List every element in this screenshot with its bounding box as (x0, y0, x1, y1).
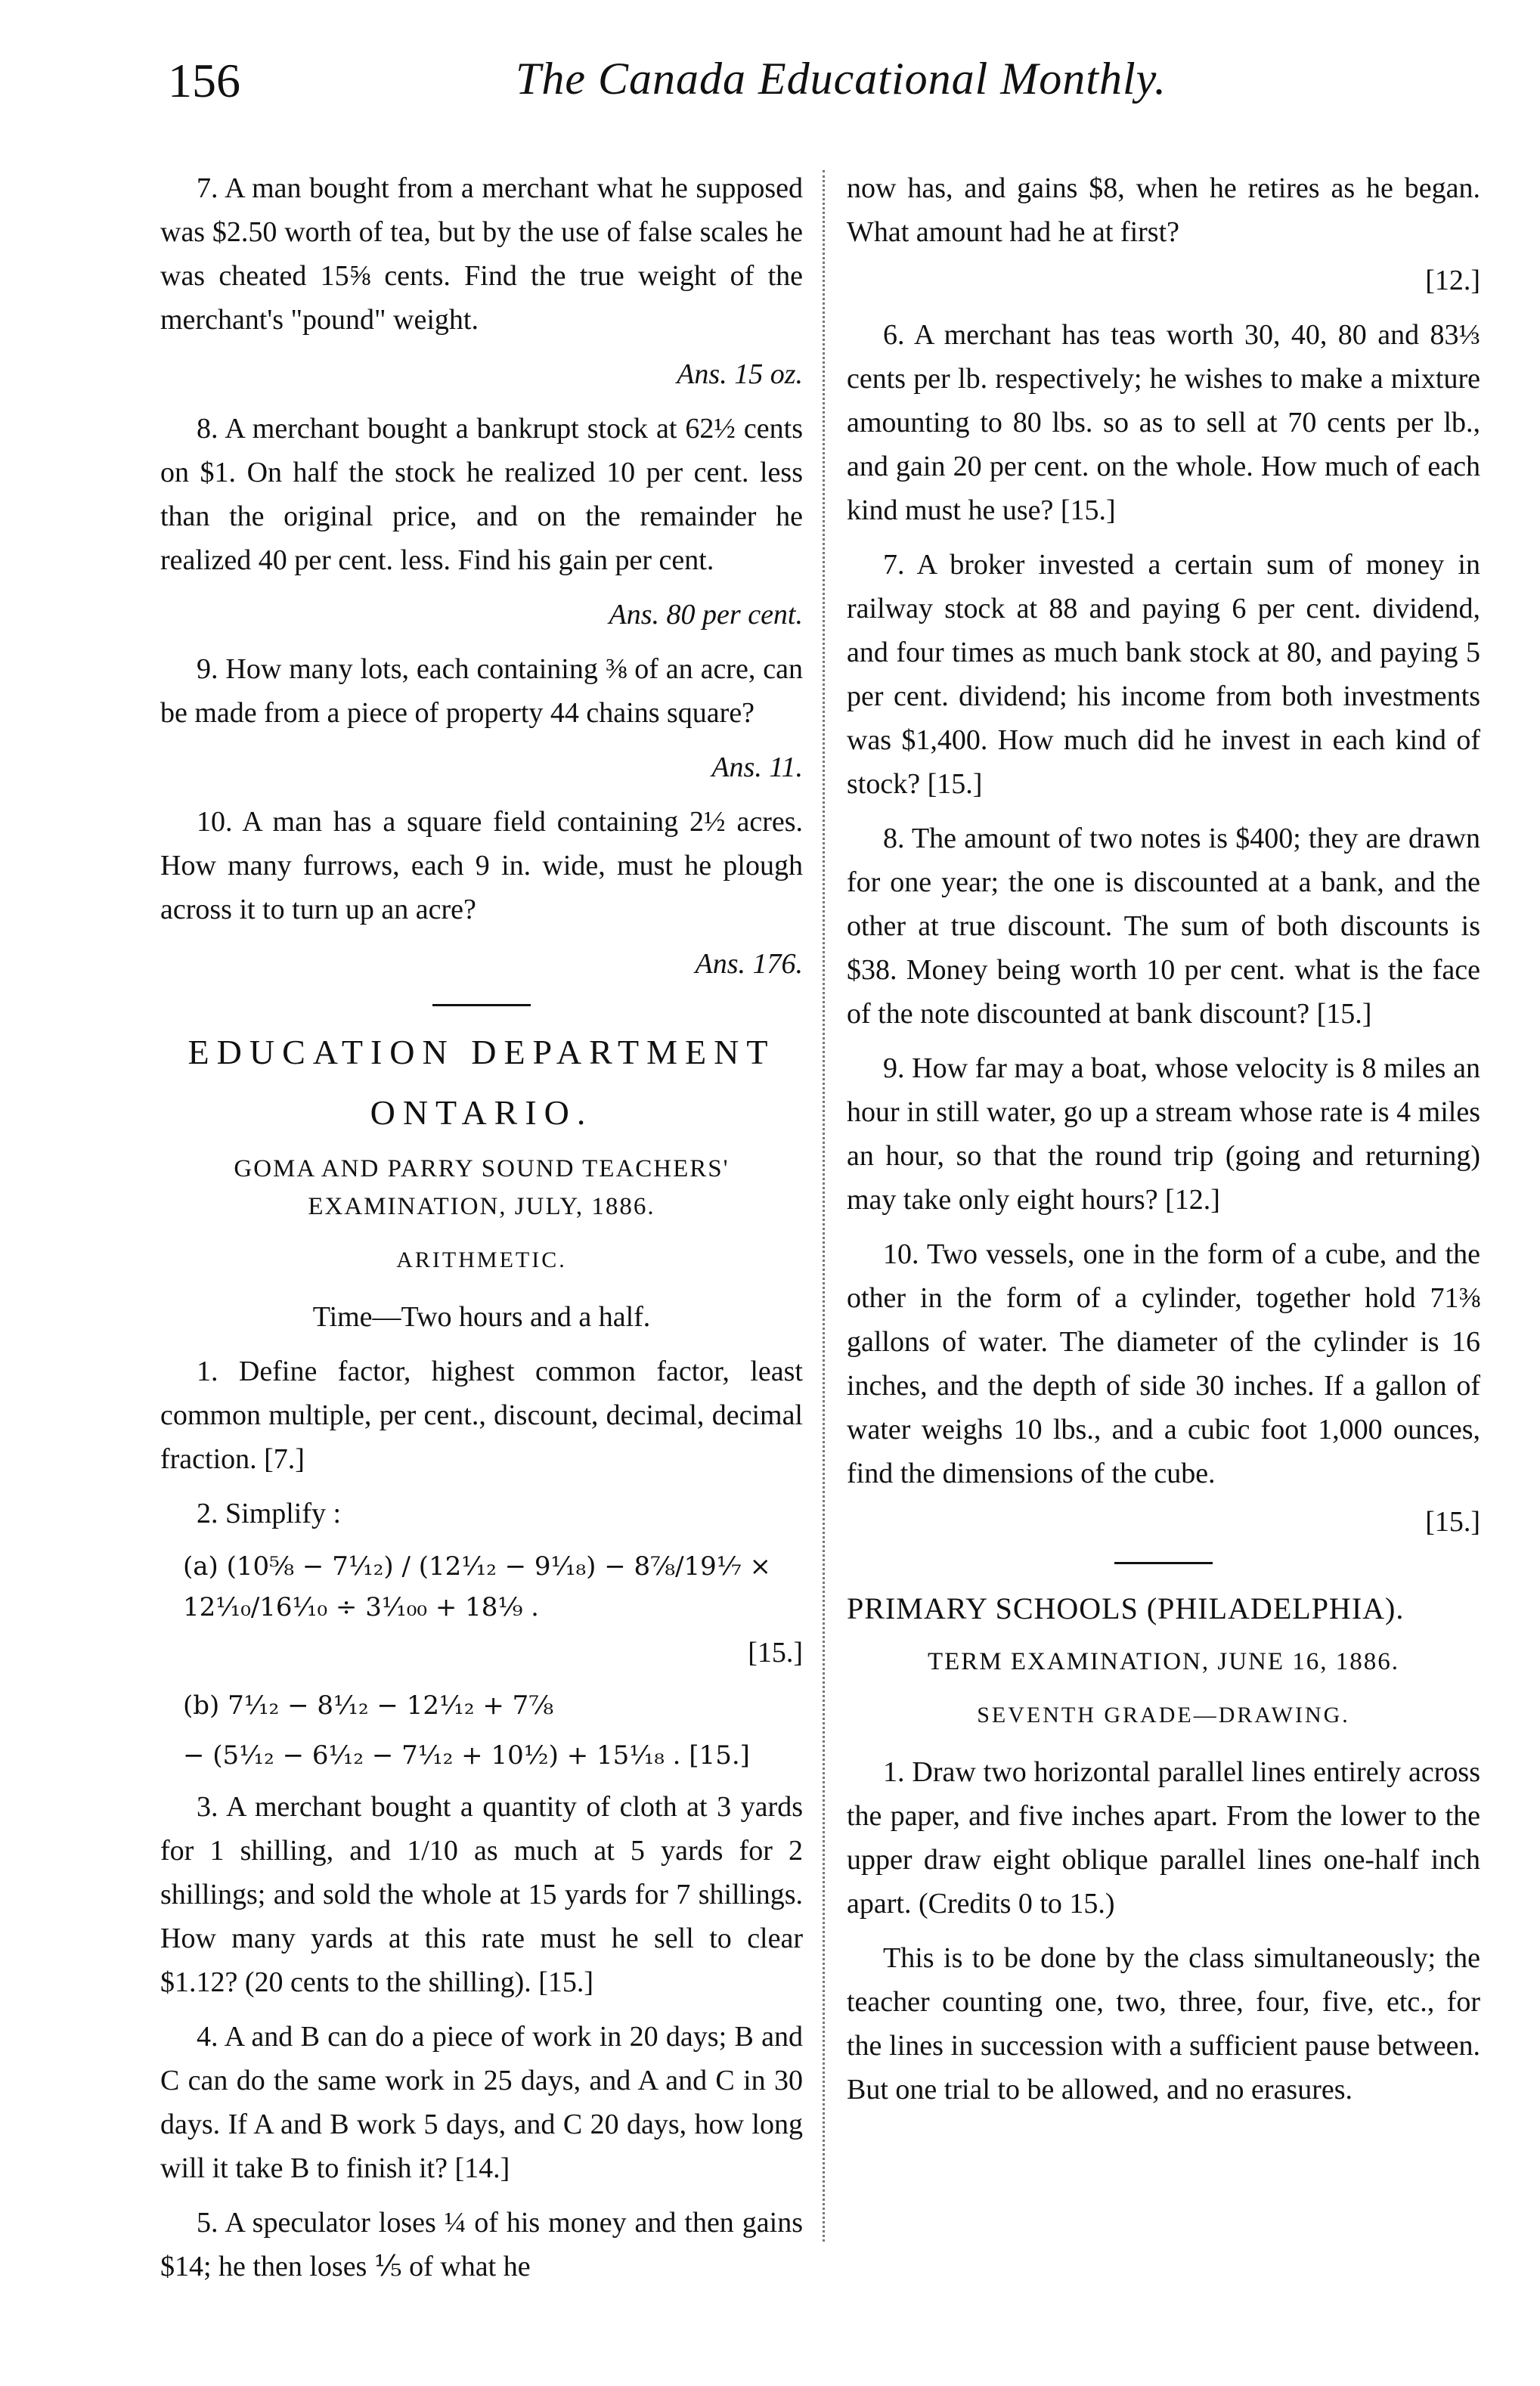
question-8: 8. A merchant bought a bankrupt stock at 62½ cents on $1. On half the stock he realized 10 per cent. less than the original price, and on the remainder he realized 40 per cent. less. Find his gain per cent. (160, 413, 803, 576)
section-divider-right (1114, 1562, 1213, 1564)
drawing-subject-heading: SEVENTH GRADE—DRAWING. (977, 1703, 1350, 1728)
arith-question-9: 9. How far may a boat, whose velocity is 8 miles an hour in still water, go up a stream whose rate is 4 miles an hour, so that the round trip (going and returning) may take only eight hours? [12.] (847, 1052, 1480, 1216)
arith-question-7: 7. A broker invested a certain sum of money in railway stock at 88 and paying 6 per cent. dividend, and four times as much bank stock at 80, and paying 5 per cent. dividend; his income from both investments was $1,400. How much did he invest in each kind of stock? [15.] (847, 549, 1480, 800)
answer-10: Ans. 176. (695, 948, 803, 980)
arith-question-5: 5. A speculator loses ¼ of his money and then gains $14; he then loses ⅕ of what he (160, 2207, 803, 2282)
question-10: 10. A man has a square field containing 2½ acres. How many furrows, each 9 in. wide, must he plough across it to turn up an acre? (160, 806, 803, 925)
arith-question-2a: (a) (10⅝ − 7¹⁄₁₂) / (12⅟₁₂ − 9⅟₁₈) − 8⅞/19⅟₇ × 12⅟₁₀/16⅟₁₀ ÷ 3⅟₁₀₀ + 18⅟₉ . (183, 1551, 772, 1622)
question-9: 9. How many lots, each containing ⅜ of an acre, can be made from a piece of property 44 chains square? (160, 653, 803, 729)
subject-heading: ARITHMETIC. (396, 1247, 567, 1272)
answer-7: Ans. 15 oz. (677, 358, 803, 390)
right-column (847, 166, 1480, 2122)
question-7: 7. A man bought from a merchant what he supposed was $2.50 worth of tea, but by the use of false scales he was cheated 15⅝ cents. Find the true weight of the merchant's "pound" weight. (160, 172, 803, 336)
arith-question-3: 3. A merchant bought a quantity of cloth at 3 yards for 1 shilling, and 1/10 as much at 5 yards for 2 shillings; and sold the whole at 15 yards for 7 shillings. How many yards at this rate must he sell to clear $1.12? (20 cents to the shilling). [15.] (160, 1791, 803, 1998)
section-heading-line-1: EDUCATION DEPARTMENT (187, 1033, 776, 1071)
arith-question-8: 8. The amount of two notes is $400; they are drawn for one year; the one is discounted at a bank, and the other at true discount. The sum of both discounts is $38. Money being worth 10 per cent. what is the face of the note discounted at bank discount? [15.] (847, 823, 1480, 1030)
running-header (168, 53, 1514, 113)
arith-question-2b-line-1: (b) 7⅟₁₂ − 8⅟₁₂ − 12⅟₁₂ + 7⅞ (183, 1690, 554, 1721)
arith-question-10-credit: [15.] (1425, 1506, 1480, 1538)
arith-question-2: 2. Simplify : (197, 1498, 342, 1529)
time-allowed: Time—Two hours and a half. (312, 1301, 651, 1333)
primary-schools-heading: PRIMARY SCHOOLS (PHILADELPHIA). (847, 1591, 1405, 1625)
term-exam-title: TERM EXAMINATION, JUNE 16, 1886. (927, 1648, 1400, 1675)
answer-9: Ans. 11. (711, 751, 803, 783)
answer-8: Ans. 80 per cent. (609, 599, 803, 631)
arith-question-5-credit: [12.] (1425, 265, 1480, 296)
drawing-instructions: This is to be done by the class simultaneously; the teacher counting one, two, three, four, five, etc., for the lines in succession with a sufficient pause between. But one trial to be allowed, and no erasures. (847, 1942, 1480, 2106)
arith-question-10: 10. Two vessels, one in the form of a cube, and the other in the form of a cylinder, together hold 71⅜ gallons of water. The diameter of the cylinder is 16 inches, and the depth of side 30 inches. If a gallon of water weighs 10 lbs., and a cubic foot 1,000 ounces, find the dimensions of the cube. (847, 1238, 1480, 1489)
arith-question-2a-credit: [15.] (748, 1637, 803, 1669)
arith-question-2b-line-2: − (5⅟₁₂ − 6⅟₁₂ − 7⅟₁₂ + 10⅟₂) + 15⅟₁₈ . [15.] (183, 1740, 750, 1771)
arith-question-4: 4. A and B can do a piece of work in 20 days; B and C can do the same work in 25 days, and A and C in 30 days. If A and B work 5 days, and C 20 days, how long will it take B to finish it? [14.] (160, 2021, 803, 2184)
left-column (160, 166, 803, 2299)
drawing-question-1: 1. Draw two horizontal parallel lines entirely across the paper, and five inches apart. From the lower to the upper draw eight oblique parallel lines one-half inch apart. (Credits 0 to 15.) (847, 1756, 1480, 1920)
arith-question-1: 1. Define factor, highest common factor, least common multiple, per cent., discount, decimal, decimal fraction. [7.] (160, 1356, 803, 1475)
running-title: The Canada Educational Monthly. (516, 54, 1167, 104)
page-number: 156 (168, 54, 240, 107)
section-heading-line-2: ONTARIO. (370, 1093, 593, 1132)
column-divider (823, 170, 825, 2242)
arith-question-5-continued: now has, and gains $8, when he retires as he began. What amount had he at first? (847, 172, 1480, 248)
arith-question-6: 6. A merchant has teas worth 30, 40, 80 and 83⅓ cents per lb. respectively; he wishes to make a mixture amounting to 80 lbs. so as to sell at 70 cents per lb., and gain 20 per cent. on the whole. How much of each kind must he use? [15.] (847, 319, 1480, 526)
section-divider (432, 1004, 531, 1006)
exam-title: GOMA AND PARRY SOUND TEACHERS' EXAMINATION, JULY, 1886. (234, 1155, 730, 1220)
